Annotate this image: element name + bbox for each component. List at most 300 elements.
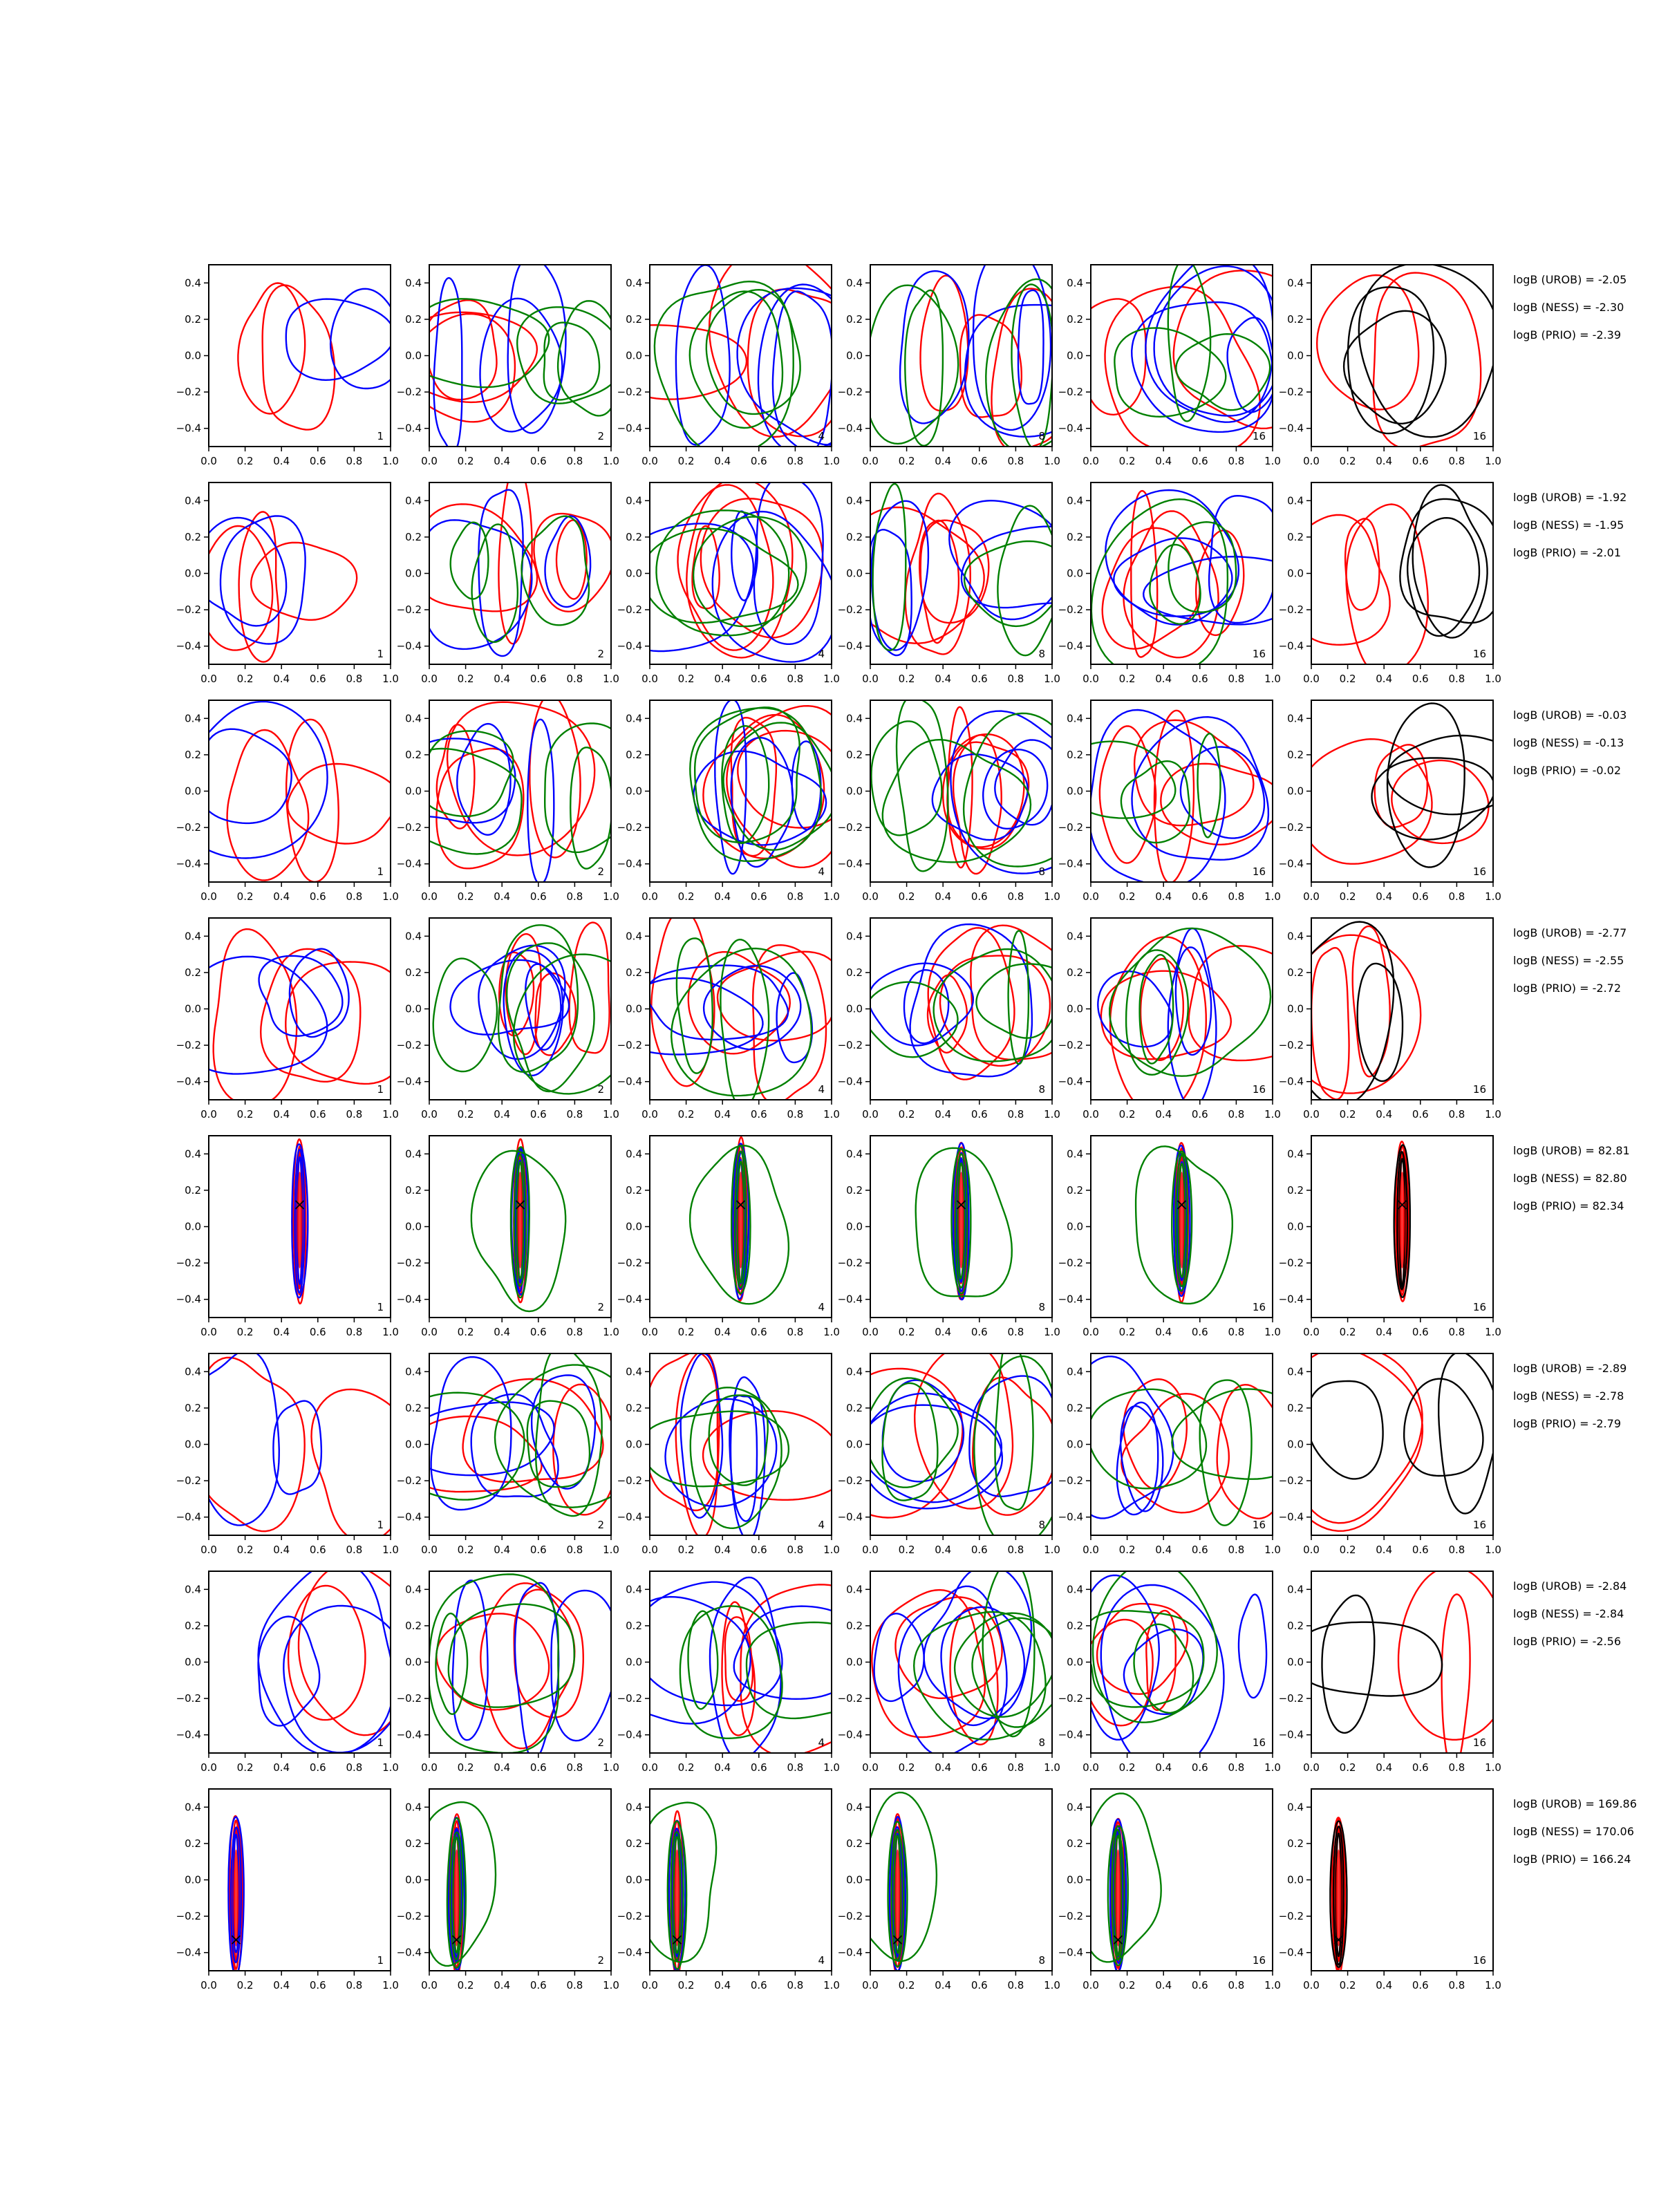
sample-count-label: 16 <box>1472 1083 1486 1096</box>
x-tick-label: 0.2 <box>1339 1108 1356 1121</box>
x-tick-label: 1.0 <box>823 1326 840 1338</box>
panel-r2-c5 <box>1058 482 1309 685</box>
x-tick-label: 0.2 <box>236 673 254 685</box>
x-tick-label: 0.4 <box>494 1979 511 1991</box>
y-tick-label: 0.4 <box>626 1147 642 1161</box>
axes-frame <box>209 918 391 1100</box>
contour-line <box>556 520 587 599</box>
x-tick-label: 0.2 <box>236 890 254 903</box>
y-tick-label: 0.2 <box>1287 1401 1304 1414</box>
x-tick-label: 0.0 <box>1082 1544 1099 1556</box>
contour-group <box>916 1143 1012 1300</box>
sample-count-label: 4 <box>818 1954 825 1967</box>
y-tick-label: 0.2 <box>405 530 422 543</box>
contour-line <box>1174 270 1302 428</box>
x-tick-label: 0.0 <box>1082 1761 1099 1774</box>
contour-line <box>1359 263 1498 437</box>
logb-value: logB (PRIO) = -2.56 <box>1513 1635 1621 1648</box>
contour-group <box>602 247 873 456</box>
x-tick-label: 0.6 <box>971 1544 988 1556</box>
contour-line <box>545 516 591 608</box>
x-tick-label: 0.6 <box>1191 1326 1208 1338</box>
x-tick-label: 0.0 <box>421 1979 438 1991</box>
x-tick-label: 1.0 <box>382 1326 399 1338</box>
sample-count-label: 1 <box>377 1083 384 1096</box>
sample-count-label: 16 <box>1472 1954 1486 1967</box>
y-tick-label: 0.0 <box>405 1220 422 1233</box>
sample-count-label: 2 <box>597 1083 604 1096</box>
x-tick-label: 0.2 <box>236 455 254 467</box>
y-tick-label: 0.0 <box>1067 1220 1083 1233</box>
logb-value: logB (UROB) = -2.77 <box>1513 926 1627 939</box>
x-tick-label: 0.0 <box>1082 890 1099 903</box>
contour-line <box>1297 739 1432 864</box>
contour-line <box>1134 1624 1194 1713</box>
x-tick-label: 0.6 <box>529 1761 547 1774</box>
y-tick-label: 0.0 <box>626 1438 642 1451</box>
sample-count-label: 8 <box>1038 1083 1045 1096</box>
y-tick-label: 0.0 <box>846 1220 863 1233</box>
logb-value: logB (UROB) = -2.89 <box>1513 1362 1627 1375</box>
x-tick-label: 0.6 <box>750 673 767 685</box>
y-tick-label: −0.2 <box>1058 386 1083 399</box>
panel-r4-c3 <box>614 910 840 1121</box>
x-tick-label: 0.0 <box>1082 455 1099 467</box>
x-tick-label: 0.2 <box>457 673 474 685</box>
x-tick-label: 1.0 <box>1044 1544 1060 1556</box>
x-tick-label: 0.0 <box>862 455 879 467</box>
y-tick-label: 0.0 <box>185 1873 201 1886</box>
x-tick-label: 0.0 <box>862 1979 879 1991</box>
contour-line <box>680 1606 782 1738</box>
logb-annotation-r5 <box>1513 1144 1630 1212</box>
y-tick-label: −0.2 <box>396 1910 422 1923</box>
contour-line <box>983 749 1047 829</box>
contour-group <box>420 1802 496 1976</box>
x-tick-label: 1.0 <box>823 673 840 685</box>
y-tick-label: −0.4 <box>1058 1293 1083 1306</box>
peak-core <box>233 1850 238 1947</box>
x-tick-label: 0.6 <box>1412 673 1429 685</box>
x-tick-label: 0.6 <box>750 1326 767 1338</box>
y-tick-label: 0.2 <box>846 1401 863 1414</box>
logb-value: logB (PRIO) = -2.01 <box>1513 546 1621 559</box>
y-tick-label: 0.4 <box>185 1801 201 1814</box>
y-tick-label: 0.0 <box>185 1002 201 1015</box>
y-tick-label: 0.2 <box>405 1837 422 1850</box>
x-tick-label: 1.0 <box>603 673 619 685</box>
sample-count-label: 16 <box>1252 1083 1266 1096</box>
x-tick-label: 0.6 <box>750 455 767 467</box>
panel-r5-c3 <box>617 1136 840 1338</box>
y-tick-label: −0.4 <box>617 857 642 870</box>
panel-r2-c4 <box>830 482 1101 685</box>
y-tick-label: 0.2 <box>1287 312 1304 326</box>
y-tick-label: −0.2 <box>1058 1692 1083 1705</box>
x-tick-label: 0.4 <box>1155 1326 1172 1338</box>
x-tick-label: 0.2 <box>1339 455 1356 467</box>
sample-count-label: 4 <box>818 1519 825 1531</box>
axes-frame <box>1091 1353 1273 1535</box>
y-tick-label: −0.4 <box>176 1075 201 1088</box>
x-tick-label: 0.4 <box>935 1761 952 1774</box>
y-tick-label: 0.0 <box>626 349 642 362</box>
panel-r2-c3 <box>609 476 840 685</box>
contour-line <box>1438 1352 1497 1514</box>
y-tick-label: 0.0 <box>1067 349 1083 362</box>
y-tick-label: 0.2 <box>405 966 422 979</box>
y-tick-label: 0.4 <box>1067 1365 1083 1378</box>
contour-line <box>1124 1629 1203 1714</box>
y-tick-label: 0.2 <box>1067 1401 1083 1414</box>
contour-line <box>1317 275 1418 409</box>
y-tick-label: 0.2 <box>1067 530 1083 543</box>
y-tick-label: 0.0 <box>626 1873 642 1886</box>
x-tick-label: 0.4 <box>1155 1761 1172 1774</box>
y-tick-label: 0.2 <box>185 966 201 979</box>
logb-value: logB (NESS) = -2.84 <box>1513 1607 1624 1620</box>
logb-value: logB (PRIO) = -2.72 <box>1513 982 1621 995</box>
y-tick-label: 0.2 <box>185 1619 201 1632</box>
contour-line <box>299 1564 417 1735</box>
panel-r8-c6 <box>1279 1789 1501 1991</box>
x-tick-label: 0.8 <box>1007 1108 1024 1121</box>
y-tick-label: 0.4 <box>1287 276 1304 290</box>
y-tick-label: −0.2 <box>1278 1474 1304 1488</box>
y-tick-label: 0.0 <box>846 1002 863 1015</box>
x-tick-label: 0.0 <box>200 1326 217 1338</box>
sample-count-label: 16 <box>1472 1736 1486 1749</box>
logb-value: logB (PRIO) = 166.24 <box>1513 1853 1631 1866</box>
x-tick-label: 0.4 <box>273 1326 290 1338</box>
x-tick-label: 0.4 <box>494 890 511 903</box>
x-tick-label: 0.2 <box>1339 1544 1356 1556</box>
y-tick-label: 0.0 <box>1287 349 1304 362</box>
y-tick-label: −0.4 <box>1058 1728 1083 1741</box>
x-tick-label: 0.0 <box>1082 1108 1099 1121</box>
y-tick-label: 0.4 <box>1067 1147 1083 1161</box>
logb-annotation-r4 <box>1513 926 1627 995</box>
sample-count-label: 2 <box>597 430 604 442</box>
y-tick-label: −0.2 <box>396 1039 422 1052</box>
panel-r1-c1 <box>176 265 404 467</box>
x-tick-label: 0.0 <box>1303 1979 1320 1991</box>
y-tick-label: 0.4 <box>1287 494 1304 507</box>
y-tick-label: −0.2 <box>176 1692 201 1705</box>
y-tick-label: 0.4 <box>626 494 642 507</box>
contour-line <box>1121 1406 1163 1511</box>
x-tick-label: 0.6 <box>309 1544 326 1556</box>
sample-count-label: 16 <box>1252 865 1266 878</box>
x-tick-label: 0.6 <box>971 890 988 903</box>
contour-group <box>872 696 1097 874</box>
x-tick-label: 0.8 <box>1448 1544 1465 1556</box>
x-tick-label: 1.0 <box>1485 455 1501 467</box>
y-tick-label: −0.4 <box>617 1510 642 1524</box>
y-tick-label: 0.4 <box>405 930 422 943</box>
sample-count-label: 16 <box>1252 1736 1266 1749</box>
axes-frame <box>1311 482 1493 664</box>
contour-group <box>429 1574 618 1759</box>
x-tick-label: 0.8 <box>346 890 363 903</box>
x-tick-label: 0.0 <box>862 890 879 903</box>
sample-count-label: 1 <box>377 1301 384 1313</box>
x-tick-label: 0.0 <box>1082 673 1099 685</box>
panel-r7-c1 <box>176 1562 417 1774</box>
y-tick-label: −0.2 <box>176 1474 201 1488</box>
axes-frame <box>1091 482 1273 664</box>
y-tick-label: 0.4 <box>1287 1583 1304 1596</box>
x-tick-label: 0.8 <box>346 1544 363 1556</box>
x-tick-label: 0.2 <box>1339 1761 1356 1774</box>
y-tick-label: −0.4 <box>837 1946 863 1959</box>
panel-r8-c1 <box>176 1789 399 1991</box>
y-tick-label: 0.0 <box>626 567 642 580</box>
x-tick-label: 1.0 <box>1264 1326 1281 1338</box>
contour-line <box>1345 518 1379 610</box>
x-tick-label: 0.6 <box>1412 455 1429 467</box>
x-tick-label: 0.4 <box>935 455 952 467</box>
y-tick-label: −0.4 <box>1278 1293 1304 1306</box>
x-tick-label: 0.8 <box>1007 1761 1024 1774</box>
y-tick-label: 0.2 <box>1287 748 1304 761</box>
x-tick-label: 0.2 <box>1118 455 1136 467</box>
y-tick-label: 0.0 <box>405 349 422 362</box>
y-tick-label: −0.4 <box>617 639 642 653</box>
y-tick-label: 0.2 <box>1067 748 1083 761</box>
y-tick-label: −0.4 <box>617 1728 642 1741</box>
y-tick-label: 0.2 <box>626 1837 642 1850</box>
y-tick-label: 0.4 <box>1067 1801 1083 1814</box>
y-tick-label: 0.2 <box>185 748 201 761</box>
y-tick-label: −0.4 <box>617 1293 642 1306</box>
y-tick-label: 0.4 <box>185 1365 201 1378</box>
x-tick-label: 1.0 <box>1044 673 1060 685</box>
y-tick-label: −0.4 <box>396 1075 422 1088</box>
contour-group <box>1317 263 1498 449</box>
contour-group <box>872 1560 1070 1756</box>
y-tick-label: −0.4 <box>837 1293 863 1306</box>
y-tick-label: 0.2 <box>846 530 863 543</box>
y-tick-label: −0.2 <box>837 1257 863 1270</box>
x-tick-label: 0.6 <box>309 1761 326 1774</box>
x-tick-label: 0.6 <box>971 455 988 467</box>
y-tick-label: 0.4 <box>846 1365 863 1378</box>
contour-group <box>690 1137 789 1304</box>
contour-line <box>1172 1389 1306 1479</box>
x-tick-label: 0.6 <box>971 1108 988 1121</box>
x-tick-label: 0.2 <box>677 673 695 685</box>
x-tick-label: 0.4 <box>1376 890 1393 903</box>
x-tick-label: 0.8 <box>1007 455 1024 467</box>
x-tick-label: 1.0 <box>1485 890 1501 903</box>
sample-count-label: 16 <box>1472 1519 1486 1531</box>
sample-count-label: 2 <box>597 865 604 878</box>
y-tick-label: 0.4 <box>846 930 863 943</box>
x-tick-label: 0.0 <box>1303 1108 1320 1121</box>
y-tick-label: 0.0 <box>405 785 422 798</box>
x-tick-label: 0.0 <box>641 1761 658 1774</box>
contour-line <box>905 290 943 446</box>
x-tick-label: 0.0 <box>421 1326 438 1338</box>
contour-line <box>259 956 343 1036</box>
panel-r4-c5 <box>1058 918 1324 1121</box>
logb-annotation-r3 <box>1513 709 1627 777</box>
y-tick-label: 0.0 <box>405 1656 422 1669</box>
y-tick-label: 0.2 <box>626 1401 642 1414</box>
logb-value: logB (NESS) = -2.78 <box>1513 1389 1624 1403</box>
x-tick-label: 0.2 <box>1339 673 1356 685</box>
y-tick-label: 0.4 <box>1067 494 1083 507</box>
sample-count-label: 8 <box>1038 1954 1045 1967</box>
contour-group <box>178 929 406 1105</box>
contour-group <box>238 283 404 430</box>
y-tick-label: −0.4 <box>1058 422 1083 435</box>
y-tick-label: −0.4 <box>396 639 422 653</box>
y-tick-label: 0.4 <box>846 1583 863 1596</box>
peak-core <box>674 1850 679 1947</box>
x-tick-label: 0.8 <box>566 1544 583 1556</box>
y-tick-label: −0.4 <box>396 1728 422 1741</box>
panel-r2-c6 <box>1279 482 1502 685</box>
x-tick-label: 0.2 <box>1339 890 1356 903</box>
contour-line <box>921 521 989 623</box>
x-tick-label: 0.8 <box>566 1761 583 1774</box>
y-tick-label: 0.4 <box>1067 276 1083 290</box>
x-tick-label: 0.6 <box>971 1326 988 1338</box>
x-tick-label: 0.2 <box>457 1761 474 1774</box>
x-tick-label: 1.0 <box>1485 1326 1501 1338</box>
x-tick-label: 0.8 <box>1448 890 1465 903</box>
contour-line <box>1391 760 1488 843</box>
contour-line <box>1176 334 1270 410</box>
panel-r4-c6 <box>1279 918 1501 1121</box>
sample-count-label: 4 <box>818 865 825 878</box>
x-tick-label: 0.8 <box>346 1108 363 1121</box>
axes-frame <box>1311 265 1493 447</box>
contour-line <box>1088 1389 1206 1489</box>
contour-line <box>1100 727 1156 863</box>
y-tick-label: 0.4 <box>846 1147 863 1161</box>
logb-value: logB (UROB) = -2.05 <box>1513 273 1627 286</box>
x-tick-label: 0.0 <box>862 673 879 685</box>
sample-count-label: 1 <box>377 1519 384 1531</box>
contour-line <box>552 1591 619 1741</box>
y-tick-label: 0.4 <box>846 276 863 290</box>
contour-line <box>288 764 398 844</box>
y-tick-label: 0.0 <box>185 349 201 362</box>
y-tick-label: 0.4 <box>185 930 201 943</box>
logb-value: logB (PRIO) = -2.79 <box>1513 1417 1621 1430</box>
y-tick-label: 0.4 <box>405 1147 422 1161</box>
x-tick-label: 0.0 <box>1303 1326 1320 1338</box>
contour-line <box>199 526 272 650</box>
y-tick-label: 0.4 <box>1287 930 1304 943</box>
y-tick-label: 0.2 <box>185 312 201 326</box>
y-tick-label: −0.4 <box>176 639 201 653</box>
y-tick-label: 0.2 <box>1067 966 1083 979</box>
y-tick-label: −0.2 <box>837 386 863 399</box>
x-tick-label: 0.2 <box>1118 890 1136 903</box>
x-tick-label: 0.8 <box>787 1544 804 1556</box>
panel-r8-c3 <box>617 1789 840 1991</box>
x-tick-label: 0.0 <box>862 1108 879 1121</box>
x-tick-label: 0.4 <box>1376 1544 1393 1556</box>
y-tick-label: 0.4 <box>185 712 201 725</box>
y-tick-label: −0.2 <box>837 821 863 834</box>
x-tick-label: 0.6 <box>529 673 547 685</box>
axes-frame <box>650 1353 832 1535</box>
y-tick-label: 0.2 <box>405 1619 422 1632</box>
x-tick-label: 0.6 <box>750 890 767 903</box>
panel-r3-c4 <box>838 696 1096 903</box>
contour-line <box>433 959 497 1072</box>
contour-line <box>686 478 792 657</box>
x-tick-label: 1.0 <box>1044 890 1060 903</box>
y-tick-label: 0.4 <box>846 1801 863 1814</box>
x-tick-label: 0.8 <box>566 1979 583 1991</box>
x-tick-label: 0.4 <box>935 1544 952 1556</box>
x-tick-label: 0.2 <box>457 1544 474 1556</box>
axes-frame <box>429 1353 611 1535</box>
sample-count-label: 2 <box>597 648 604 660</box>
y-tick-label: −0.2 <box>1058 1257 1083 1270</box>
contour-group <box>641 1351 847 1540</box>
x-tick-label: 1.0 <box>382 455 399 467</box>
x-tick-label: 1.0 <box>1044 1761 1060 1774</box>
sample-count-label: 8 <box>1038 648 1045 660</box>
contour-group <box>1136 1143 1232 1304</box>
sample-count-label: 16 <box>1472 865 1486 878</box>
contour-line <box>1105 287 1260 453</box>
x-tick-label: 0.8 <box>1448 673 1465 685</box>
x-tick-label: 1.0 <box>382 1544 399 1556</box>
panel-r5-c6 <box>1279 1136 1501 1338</box>
x-tick-label: 0.4 <box>935 1108 952 1121</box>
panel-r5-c5 <box>1058 1136 1281 1338</box>
x-tick-label: 0.8 <box>1007 1979 1024 1991</box>
x-tick-label: 1.0 <box>603 1108 619 1121</box>
panel-r7-c5 <box>1058 1562 1281 1774</box>
x-tick-label: 0.6 <box>1191 1979 1208 1991</box>
x-tick-label: 0.4 <box>1155 1544 1172 1556</box>
contour-line <box>865 285 958 444</box>
x-tick-label: 1.0 <box>1264 1544 1281 1556</box>
y-tick-label: −0.2 <box>1278 386 1304 399</box>
x-tick-label: 0.2 <box>236 1544 254 1556</box>
x-tick-label: 1.0 <box>1264 1108 1281 1121</box>
contour-line <box>544 323 599 400</box>
contour-group <box>259 1562 417 1756</box>
y-tick-label: −0.2 <box>1058 1474 1083 1488</box>
y-tick-label: 0.0 <box>1287 567 1304 580</box>
contour-line <box>175 702 328 859</box>
y-tick-label: 0.0 <box>846 567 863 580</box>
y-tick-label: 0.4 <box>626 1365 642 1378</box>
x-tick-label: 0.0 <box>862 1326 879 1338</box>
y-tick-label: −0.2 <box>396 821 422 834</box>
contour-line <box>1290 922 1394 1106</box>
panel-r3-c6 <box>1279 700 1535 903</box>
contour-line <box>401 299 549 387</box>
x-tick-label: 1.0 <box>603 890 619 903</box>
y-tick-label: −0.2 <box>617 821 642 834</box>
x-tick-label: 0.8 <box>1228 890 1245 903</box>
logb-value: logB (NESS) = 170.06 <box>1513 1825 1634 1838</box>
y-tick-label: 0.2 <box>846 1837 863 1850</box>
x-tick-label: 0.0 <box>421 1544 438 1556</box>
y-tick-label: 0.0 <box>1287 1438 1304 1451</box>
